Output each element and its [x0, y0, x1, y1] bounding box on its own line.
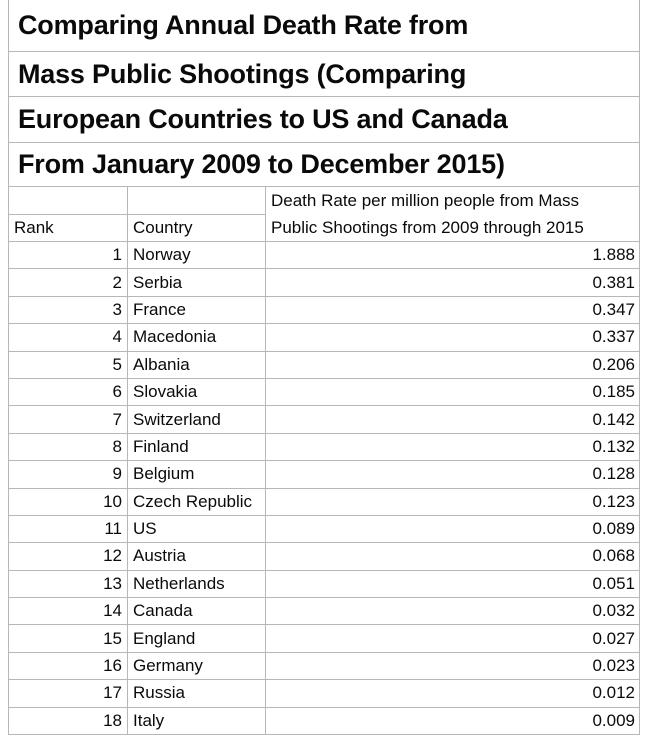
rate-cell [266, 352, 639, 378]
rank-cell-value: 5 [112, 354, 122, 374]
header-country-spacer-cell [128, 187, 266, 214]
table-row [9, 653, 639, 680]
death-rate-header-line-1: Death Rate per million people from Mass [271, 191, 580, 210]
country-cell-value: Czech Republic [133, 491, 253, 511]
country-cell [128, 352, 266, 378]
rank-cell-value: 8 [112, 436, 122, 456]
rank-cell [9, 598, 128, 624]
rate-cell-value: 0.051 [592, 573, 635, 593]
country-cell [128, 489, 266, 515]
table-row [9, 516, 639, 543]
country-cell [128, 324, 266, 350]
rank-cell [9, 242, 128, 268]
rank-cell-value: 12 [103, 546, 122, 566]
rate-cell-value: 0.123 [592, 491, 635, 511]
table-row [9, 708, 639, 735]
table-row [9, 352, 639, 379]
country-cell [128, 708, 266, 734]
country-cell [128, 434, 266, 460]
rate-cell-value: 0.009 [592, 710, 635, 730]
rate-cell-value: 0.068 [592, 546, 635, 566]
table-row [9, 680, 639, 707]
table-body [9, 242, 639, 735]
country-cell [128, 598, 266, 624]
table-row [9, 489, 639, 516]
country-cell-value: Austria [133, 546, 186, 566]
rank-cell [9, 434, 128, 460]
country-cell [128, 680, 266, 706]
table-row [9, 543, 639, 570]
rank-cell [9, 680, 128, 706]
rate-cell-value: 1.888 [592, 245, 635, 265]
country-cell-value: France [133, 299, 186, 319]
rate-cell-value: 0.032 [592, 601, 635, 621]
country-cell-value: Serbia [133, 272, 183, 292]
table-row [9, 598, 639, 625]
rank-cell-value: 11 [104, 519, 122, 539]
country-cell [128, 269, 266, 295]
rate-cell [266, 434, 639, 460]
country-cell-value: Italy [133, 710, 165, 730]
rate-cell-value: 0.206 [592, 354, 635, 374]
table-header [9, 187, 639, 242]
spreadsheet-table [8, 0, 640, 735]
rank-cell [9, 352, 128, 378]
table-title-line-2 [9, 52, 639, 97]
rate-cell-value: 0.347 [592, 299, 635, 319]
country-cell-value: England [133, 628, 196, 648]
rate-cell [266, 708, 639, 734]
rank-cell [9, 297, 128, 323]
table-row [9, 242, 639, 269]
title-text: European Countries to US and Canada [18, 104, 508, 134]
rate-cell [266, 571, 639, 597]
rank-cell-value: 13 [103, 573, 122, 593]
country-cell [128, 461, 266, 487]
country-cell-value: Netherlands [133, 573, 225, 593]
rank-cell [9, 516, 128, 542]
rate-cell [266, 406, 639, 432]
country-cell [128, 543, 266, 569]
rank-cell-value: 4 [112, 327, 122, 347]
rank-cell [9, 653, 128, 679]
country-cell-value: Switzerland [133, 409, 221, 429]
rank-cell-value: 14 [103, 601, 122, 621]
rate-cell [266, 379, 639, 405]
table-row [9, 461, 639, 488]
table-row [9, 434, 639, 461]
rate-cell-value: 0.142 [592, 409, 635, 429]
rate-cell [266, 489, 639, 515]
header-rank-spacer-cell [9, 187, 128, 214]
table-row [9, 571, 639, 598]
rate-cell [266, 653, 639, 679]
rate-cell-value: 0.089 [592, 519, 635, 539]
rate-cell [266, 543, 639, 569]
rank-cell-value: 17 [103, 683, 122, 703]
country-cell-value: Norway [133, 245, 191, 265]
rank-header-label: Rank [14, 217, 54, 237]
rank-cell-value: 3 [112, 299, 122, 319]
rank-cell-value: 1 [112, 245, 122, 265]
table-row [9, 269, 639, 296]
rate-cell [266, 324, 639, 350]
rate-cell-value: 0.337 [592, 327, 635, 347]
rate-cell-value: 0.012 [592, 683, 635, 703]
title-text: Mass Public Shootings (Comparing [18, 58, 467, 89]
table-row [9, 406, 639, 433]
rate-cell [266, 680, 639, 706]
country-cell-value: Canada [133, 601, 193, 621]
country-cell-value: Belgium [133, 464, 195, 484]
rate-cell-value: 0.023 [592, 656, 635, 676]
header-label-row [9, 215, 266, 242]
rank-cell-value: 15 [103, 628, 122, 648]
column-header-rank [9, 215, 128, 242]
country-cell-value: Finland [133, 436, 189, 456]
country-cell-value: Albania [133, 354, 190, 374]
rank-cell [9, 625, 128, 651]
country-cell-value: US [133, 519, 157, 539]
rate-cell-value: 0.185 [592, 382, 635, 402]
rank-cell [9, 379, 128, 405]
country-cell [128, 571, 266, 597]
rate-cell-value: 0.027 [592, 628, 635, 648]
rank-cell-value: 9 [112, 464, 122, 484]
rate-cell-value: 0.132 [592, 436, 635, 456]
rank-cell-value: 10 [103, 491, 122, 511]
title-text: From January 2009 to December 2015) [18, 149, 505, 179]
country-cell-value: Slovakia [133, 382, 198, 402]
country-cell [128, 653, 266, 679]
rate-cell-value: 0.381 [592, 272, 635, 292]
country-cell [128, 379, 266, 405]
rank-cell [9, 489, 128, 515]
rank-cell-value: 18 [103, 710, 122, 730]
rank-cell-value: 2 [112, 272, 122, 292]
rate-cell [266, 297, 639, 323]
country-cell [128, 516, 266, 542]
rank-cell [9, 543, 128, 569]
table-title-line-3 [9, 97, 639, 143]
rank-cell-value: 7 [112, 409, 122, 429]
rate-cell-value: 0.128 [592, 464, 635, 484]
country-cell [128, 625, 266, 651]
title-text: Comparing Annual Death Rate from [18, 10, 469, 40]
rate-cell [266, 516, 639, 542]
country-cell-value: Macedonia [133, 327, 217, 347]
rank-cell-value: 6 [112, 382, 122, 402]
table-title-line-4 [9, 143, 639, 187]
rank-cell-value: 16 [103, 656, 122, 676]
rank-cell [9, 324, 128, 350]
rate-cell [266, 269, 639, 295]
country-cell [128, 406, 266, 432]
country-header-label: Country [133, 217, 193, 237]
rate-cell [266, 461, 639, 487]
country-cell [128, 297, 266, 323]
country-cell-value: Russia [133, 683, 185, 703]
rank-cell [9, 708, 128, 734]
column-header-death-rate [266, 187, 639, 241]
rate-cell [266, 242, 639, 268]
rank-cell [9, 571, 128, 597]
table-row [9, 379, 639, 406]
header-spacer-row [9, 187, 266, 215]
rate-cell [266, 625, 639, 651]
rank-cell [9, 406, 128, 432]
country-cell [128, 242, 266, 268]
rank-cell [9, 269, 128, 295]
column-header-country [128, 215, 266, 242]
table-row [9, 324, 639, 351]
death-rate-header-line-2: Public Shootings from 2009 through 2015 [271, 218, 584, 237]
country-cell-value: Germany [133, 656, 203, 676]
table-row [9, 297, 639, 324]
rank-cell [9, 461, 128, 487]
table-row [9, 625, 639, 652]
table-title-line-1 [9, 0, 639, 52]
rate-cell [266, 598, 639, 624]
header-left-columns [9, 187, 266, 241]
